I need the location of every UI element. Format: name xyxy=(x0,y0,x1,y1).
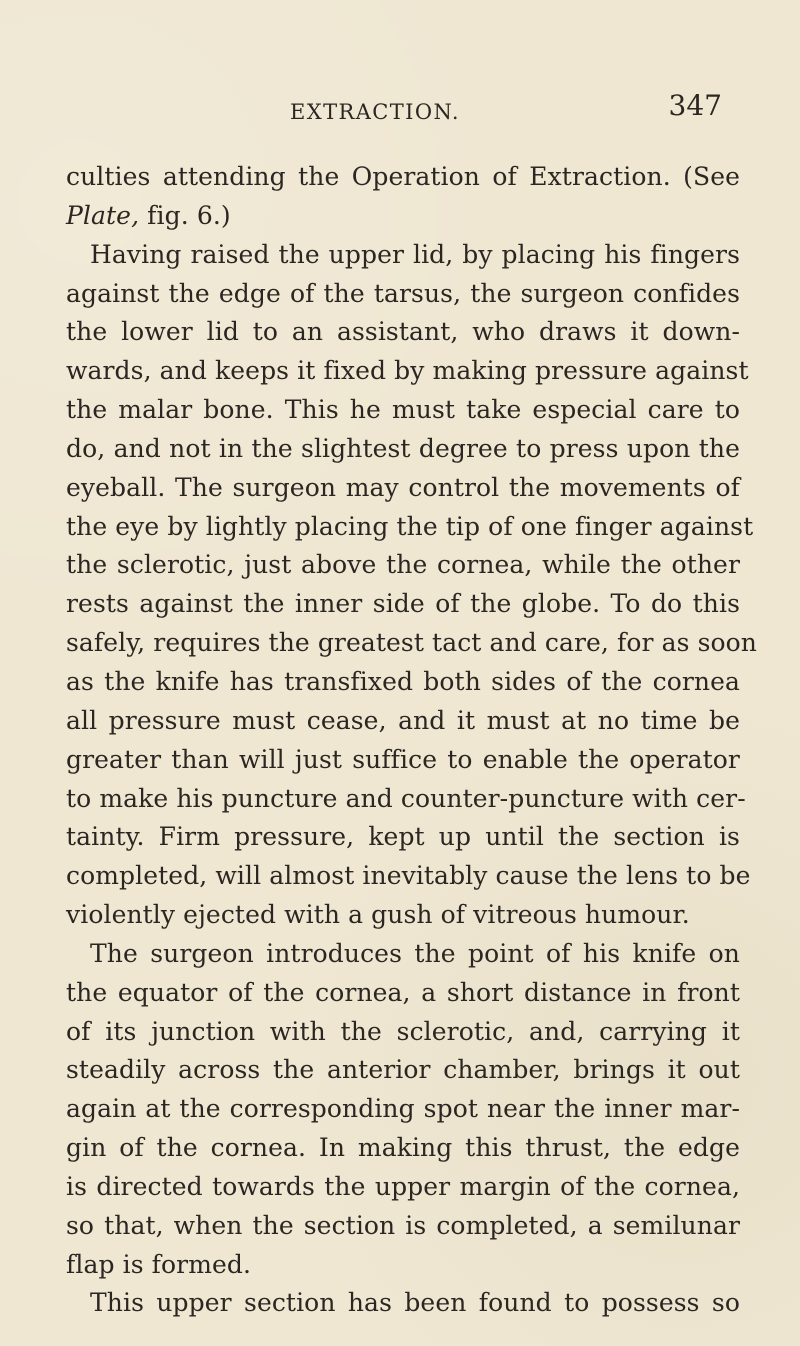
text-line xyxy=(66,469,740,508)
text-span: culties attending the Operation of Extraction. (See xyxy=(66,162,740,191)
text-line xyxy=(66,352,749,391)
text-span: Plate, xyxy=(66,200,140,230)
text-line xyxy=(66,624,758,663)
text-line xyxy=(66,741,740,780)
text-span: against the edge of the tarsus, the surgeon confides xyxy=(66,278,740,308)
text-span: tainty. Firm pressure, kept up until the section is xyxy=(66,822,740,852)
text-line xyxy=(66,546,740,585)
text-line xyxy=(66,935,740,974)
text-line xyxy=(66,508,754,547)
text-line xyxy=(66,158,740,197)
text-span: violently ejected with a gush of vitreous humour. xyxy=(66,900,690,930)
text-line xyxy=(66,197,740,236)
text-span: safely, requires the greatest tact and care, for as soon xyxy=(66,628,758,658)
text-span: steadily across the anterior chamber, brings it out xyxy=(66,1055,740,1085)
text-span: fig. 6.) xyxy=(139,200,231,230)
text-span: all pressure must cease, and it must at no time be xyxy=(66,705,740,735)
text-span: Having raised the upper lid, by placing his fingers xyxy=(90,239,740,269)
text-line xyxy=(66,780,746,819)
text-line xyxy=(66,585,740,624)
text-span: do, and not in the slightest degree to press upon the xyxy=(66,433,740,463)
text-line xyxy=(66,391,740,430)
text-span: so that, when the section is completed, a semilunar xyxy=(66,1210,740,1240)
text-line xyxy=(66,1207,740,1246)
text-span: greater than will just suffice to enable the operator xyxy=(66,744,740,774)
text-span: the equator of the cornea, a short distance in front xyxy=(66,977,740,1007)
text-span: The surgeon introduces the point of his knife on xyxy=(90,938,740,968)
text-span: eyeball. The surgeon may control the movements of xyxy=(66,472,740,502)
text-line xyxy=(66,1129,740,1168)
text-line xyxy=(66,1246,740,1285)
text-line xyxy=(66,1090,740,1129)
text-line xyxy=(66,313,740,352)
text-span: as the knife has transfixed both sides of the cornea xyxy=(66,666,740,696)
text-span: completed, will almost inevitably cause the lens to be xyxy=(66,861,751,891)
text-line xyxy=(66,1013,740,1052)
text-span: the malar bone. This he must take especial care to xyxy=(66,395,740,425)
text-span: the sclerotic, just above the cornea, while the other xyxy=(66,550,740,580)
text-span: the lower lid to an assistant, who draws it down- xyxy=(66,317,740,347)
text-line xyxy=(66,702,740,741)
text-span: This upper section has been found to possess so xyxy=(90,1288,740,1318)
text-line xyxy=(66,818,740,857)
running-title: EXTRACTION. xyxy=(290,100,460,124)
text-line xyxy=(66,857,751,896)
running-header xyxy=(290,89,722,132)
page-number: 347 xyxy=(668,89,722,122)
text-line xyxy=(66,974,740,1013)
text-line xyxy=(66,1051,740,1090)
text-span: rests against the inner side of the globe. To do this xyxy=(66,589,740,619)
text-line xyxy=(66,430,740,469)
text-line xyxy=(66,1284,740,1323)
text-span: is directed towards the upper margin of the cornea, xyxy=(66,1171,740,1201)
text-line xyxy=(66,896,740,935)
text-span: to make his puncture and counter-puncture with cer- xyxy=(66,783,746,813)
text-span: gin of the cornea. In making this thrust, the edge xyxy=(66,1133,740,1163)
text-line xyxy=(66,236,740,275)
text-span: the eye by lightly placing the tip of one finger against xyxy=(66,511,754,541)
text-span: flap is formed. xyxy=(66,1249,252,1279)
text-span: again at the corresponding spot near the inner mar- xyxy=(66,1094,740,1124)
text-line xyxy=(66,1168,740,1207)
text-line xyxy=(66,663,740,702)
text-span: of its junction with the sclerotic, and, carrying it xyxy=(66,1016,740,1046)
text-line xyxy=(66,275,740,314)
body-text xyxy=(66,158,758,1323)
text-span: wards, and keeps it fixed by making pressure against xyxy=(66,356,749,386)
